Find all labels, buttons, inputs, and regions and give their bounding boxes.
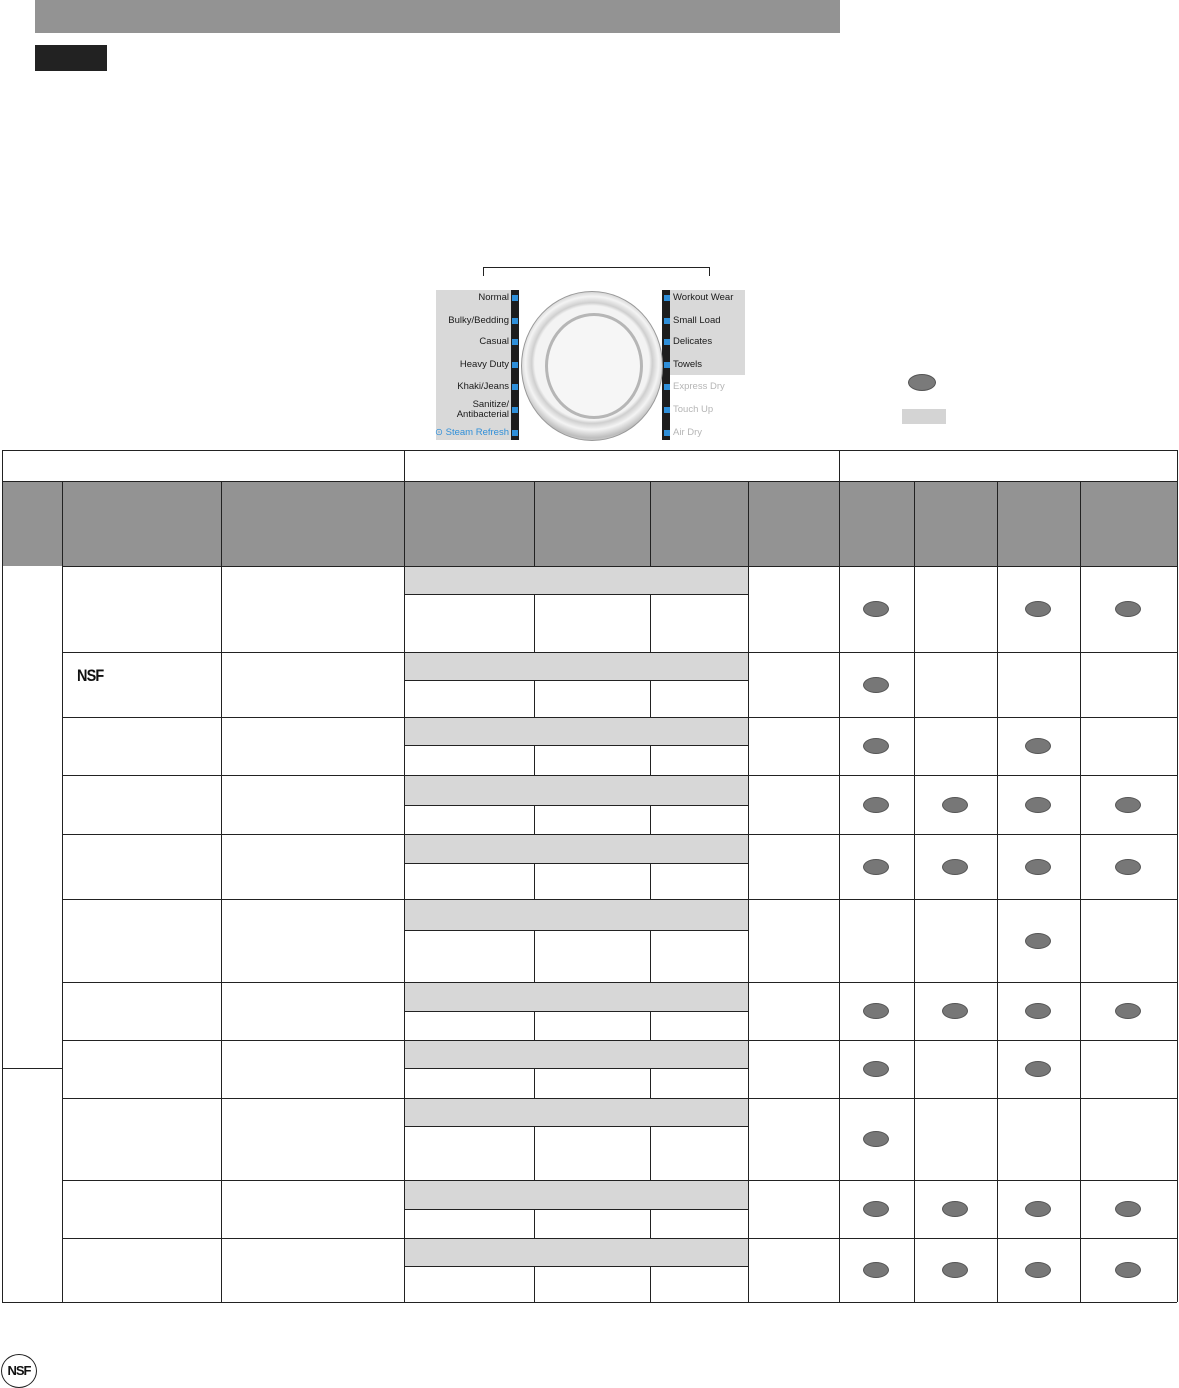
cycle-led [664, 407, 670, 413]
cycle-led [664, 339, 670, 345]
option-available-dot [942, 1262, 968, 1278]
cycle-led [512, 430, 518, 436]
table-rule [404, 594, 748, 595]
option-available-dot [1025, 1003, 1051, 1019]
option-available-dot [942, 1201, 968, 1217]
cycle-label-left: Heavy Duty [459, 359, 509, 370]
option-available-dot [1025, 1061, 1051, 1077]
table-rule [2, 1068, 62, 1069]
option-available-dot [942, 859, 968, 875]
cycle-led [664, 318, 670, 324]
cycle-label-right: Delicates [673, 336, 713, 347]
cycle-led [664, 362, 670, 368]
option-available-dot [1115, 797, 1141, 813]
option-available-dot [1115, 1003, 1141, 1019]
table-rule [404, 930, 748, 931]
cycle-led [512, 384, 518, 390]
cycle-label-left: Khaki/Jeans [457, 381, 509, 392]
table-top-rule [2, 450, 1177, 451]
header-bar [35, 0, 840, 33]
option-available-dot [1025, 738, 1051, 754]
table-rule [534, 481, 535, 1302]
table-rule [650, 481, 651, 1302]
cycle-led [664, 295, 670, 301]
table-rule [404, 1266, 748, 1267]
legend-available-dot [908, 374, 936, 391]
table-rule [221, 481, 222, 1302]
shaded-subrow [405, 718, 748, 745]
cycle-selector-knob-center[interactable] [545, 313, 643, 419]
table-rule [404, 1011, 748, 1012]
cycle-label-right: Touch Up [673, 404, 714, 415]
section-tag [35, 45, 107, 71]
table-rule [404, 745, 748, 746]
shaded-subrow [405, 1099, 748, 1126]
table-rule [404, 805, 748, 806]
option-available-dot [863, 1131, 889, 1147]
cycle-label-left: Normal [478, 292, 509, 303]
cycle-label-right: Air Dry [673, 427, 703, 438]
cycle-led [512, 295, 518, 301]
shaded-subrow [405, 1181, 748, 1209]
cycle-led [512, 318, 518, 324]
table-left-rule [2, 450, 3, 1302]
table-right-rule [1177, 450, 1178, 1302]
shaded-subrow [405, 983, 748, 1011]
shaded-subrow [405, 653, 748, 680]
table-rule [839, 481, 840, 1302]
table-rule [839, 450, 840, 481]
shaded-subrow [405, 900, 748, 930]
option-available-dot [863, 797, 889, 813]
shaded-subrow [405, 1041, 748, 1068]
cycle-label-left: Sanitize/ Antibacterial [456, 399, 509, 420]
option-available-dot [942, 1003, 968, 1019]
option-available-dot [1025, 859, 1051, 875]
option-available-dot [863, 1262, 889, 1278]
table-rule [404, 680, 748, 681]
cycle-label-right: Workout Wear [673, 292, 734, 303]
table-header [2, 481, 1177, 566]
option-available-dot [863, 859, 889, 875]
option-available-dot [1115, 859, 1141, 875]
table-rule [914, 481, 915, 1302]
cycle-led [512, 339, 518, 345]
option-available-dot [863, 677, 889, 693]
table-rule [404, 1126, 748, 1127]
table-rule [997, 481, 998, 1302]
option-available-dot [1025, 797, 1051, 813]
cycle-led [664, 384, 670, 390]
cycle-led [512, 362, 518, 368]
option-available-dot [1025, 1201, 1051, 1217]
cycle-label-right: Express Dry [673, 381, 725, 392]
option-available-dot [863, 1003, 889, 1019]
dial-bracket [483, 267, 710, 276]
shaded-subrow [405, 567, 748, 594]
table-rule [1080, 481, 1081, 1302]
option-available-dot [863, 1201, 889, 1217]
option-available-dot [942, 797, 968, 813]
table-rule [748, 481, 749, 1302]
option-available-dot [863, 738, 889, 754]
option-available-dot [1025, 601, 1051, 617]
cycle-label-right: Small Load [673, 315, 721, 326]
cycle-label-left: ⊙ Steam Refresh [435, 427, 509, 438]
option-available-dot [1115, 601, 1141, 617]
nsf-mark: NSF [77, 666, 104, 685]
table-rule [2, 481, 1177, 482]
nsf-logo: NSF [1, 1354, 37, 1388]
shaded-subrow [405, 1239, 748, 1266]
cycle-led [512, 407, 518, 413]
shaded-subrow [405, 776, 748, 805]
table-rule [404, 450, 405, 481]
cycle-label-right: Towels [673, 359, 703, 370]
table-rule [404, 1209, 748, 1210]
option-available-dot [863, 1061, 889, 1077]
table-bottom-rule [2, 1302, 1177, 1303]
table-rule [404, 1068, 748, 1069]
option-available-dot [1115, 1201, 1141, 1217]
cycle-label-left: Casual [479, 336, 509, 347]
option-available-dot [863, 601, 889, 617]
option-available-dot [1115, 1262, 1141, 1278]
table-rule [404, 481, 405, 1302]
shaded-subrow [405, 835, 748, 863]
option-available-dot [1025, 933, 1051, 949]
table-rule [404, 863, 748, 864]
cycle-label-left: Bulky/Bedding [448, 315, 509, 326]
option-available-dot [1025, 1262, 1051, 1278]
cycle-led [664, 430, 670, 436]
table-rule [62, 481, 63, 1302]
legend-shaded-box [902, 409, 946, 424]
